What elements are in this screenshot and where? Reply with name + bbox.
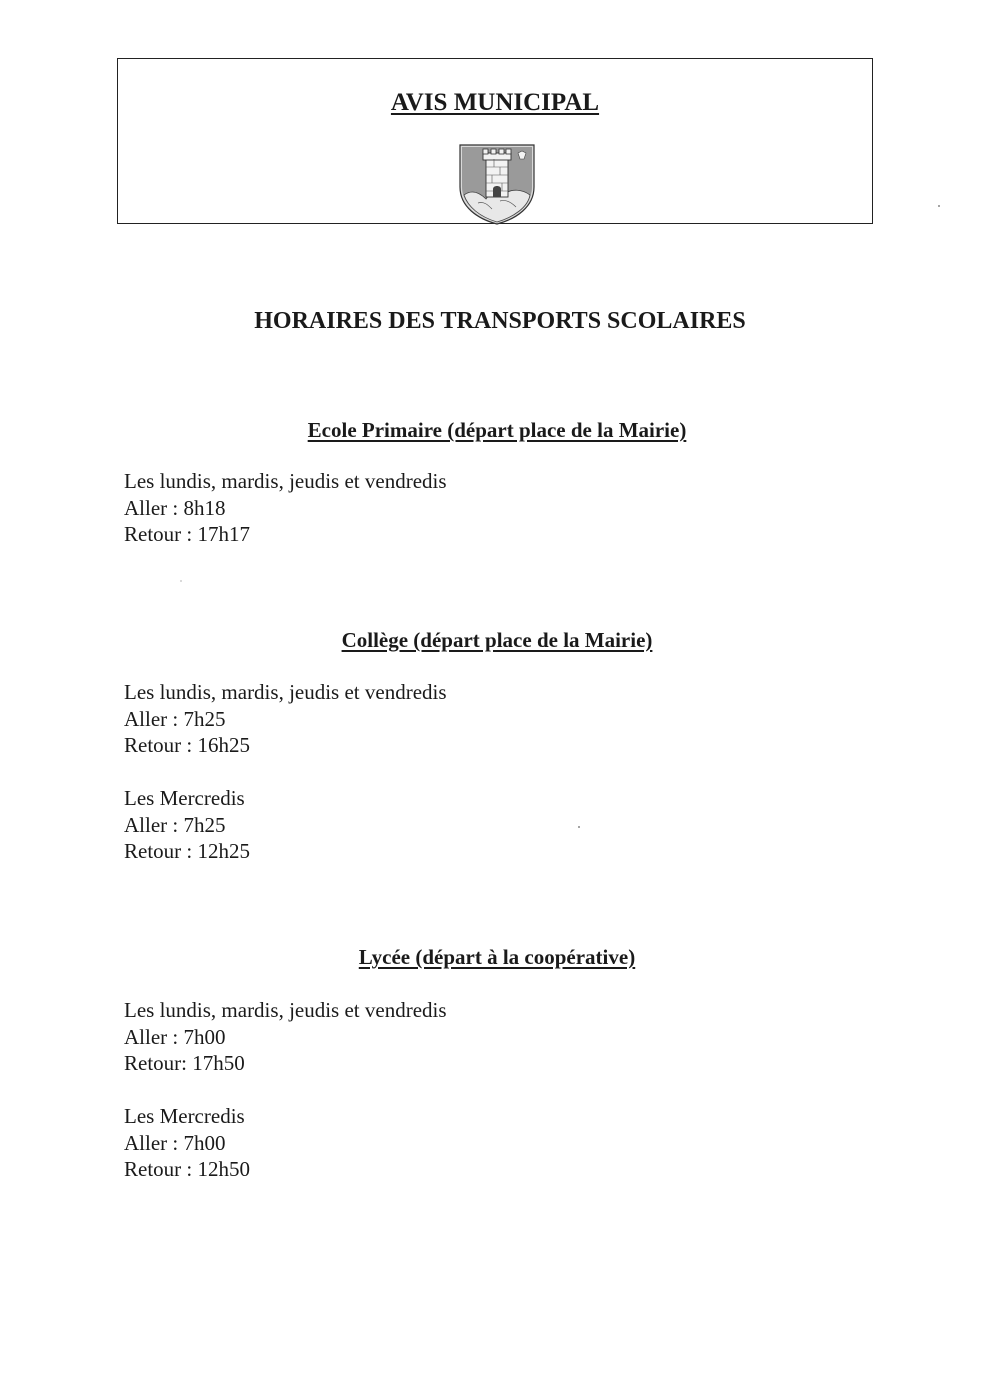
schedule-retour: Retour : 12h50 [124,1157,250,1181]
header-title: AVIS MUNICIPAL [390,89,600,116]
schedule-retour: Retour : 12h25 [124,839,250,863]
schedule-block [124,468,447,548]
schedule-days: Les lundis, mardis, jeudis et vendredis [124,469,447,493]
schedule-aller: Aller : 7h25 [124,706,226,731]
schedule-retour: Retour: 17h50 [124,1051,245,1075]
schedule-block [124,679,447,759]
schedule-block [124,1103,250,1183]
scan-speck [180,580,182,582]
scan-speck [578,826,580,828]
section-heading-ecole-primaire: Ecole Primaire (départ place de la Mairie) [307,418,687,442]
section-heading-lycee: Lycée (départ à la coopérative) [358,945,636,969]
schedule-days: Les Mercredis [124,1104,245,1128]
scan-speck [938,205,940,207]
schedule-block [124,997,447,1077]
section-heading-college: Collège (départ place de la Mairie) [341,628,653,652]
page-title: HORAIRES DES TRANSPORTS SCOLAIRES [254,308,746,334]
schedule-aller: Aller : 7h00 [124,1024,226,1049]
schedule-days: Les lundis, mardis, jeudis et vendredis [124,998,447,1022]
schedule-aller: Aller : 7h00 [124,1130,226,1155]
coat-of-arms-icon [458,143,536,225]
schedule-block [124,785,250,865]
schedule-retour: Retour : 16h25 [124,733,250,757]
schedule-retour: Retour : 17h17 [124,522,250,546]
schedule-days: Les Mercredis [124,786,245,810]
schedule-aller: Aller : 8h18 [124,495,226,520]
schedule-days: Les lundis, mardis, jeudis et vendredis [124,680,447,704]
header-box [117,58,873,224]
schedule-aller: Aller : 7h25 [124,812,226,837]
